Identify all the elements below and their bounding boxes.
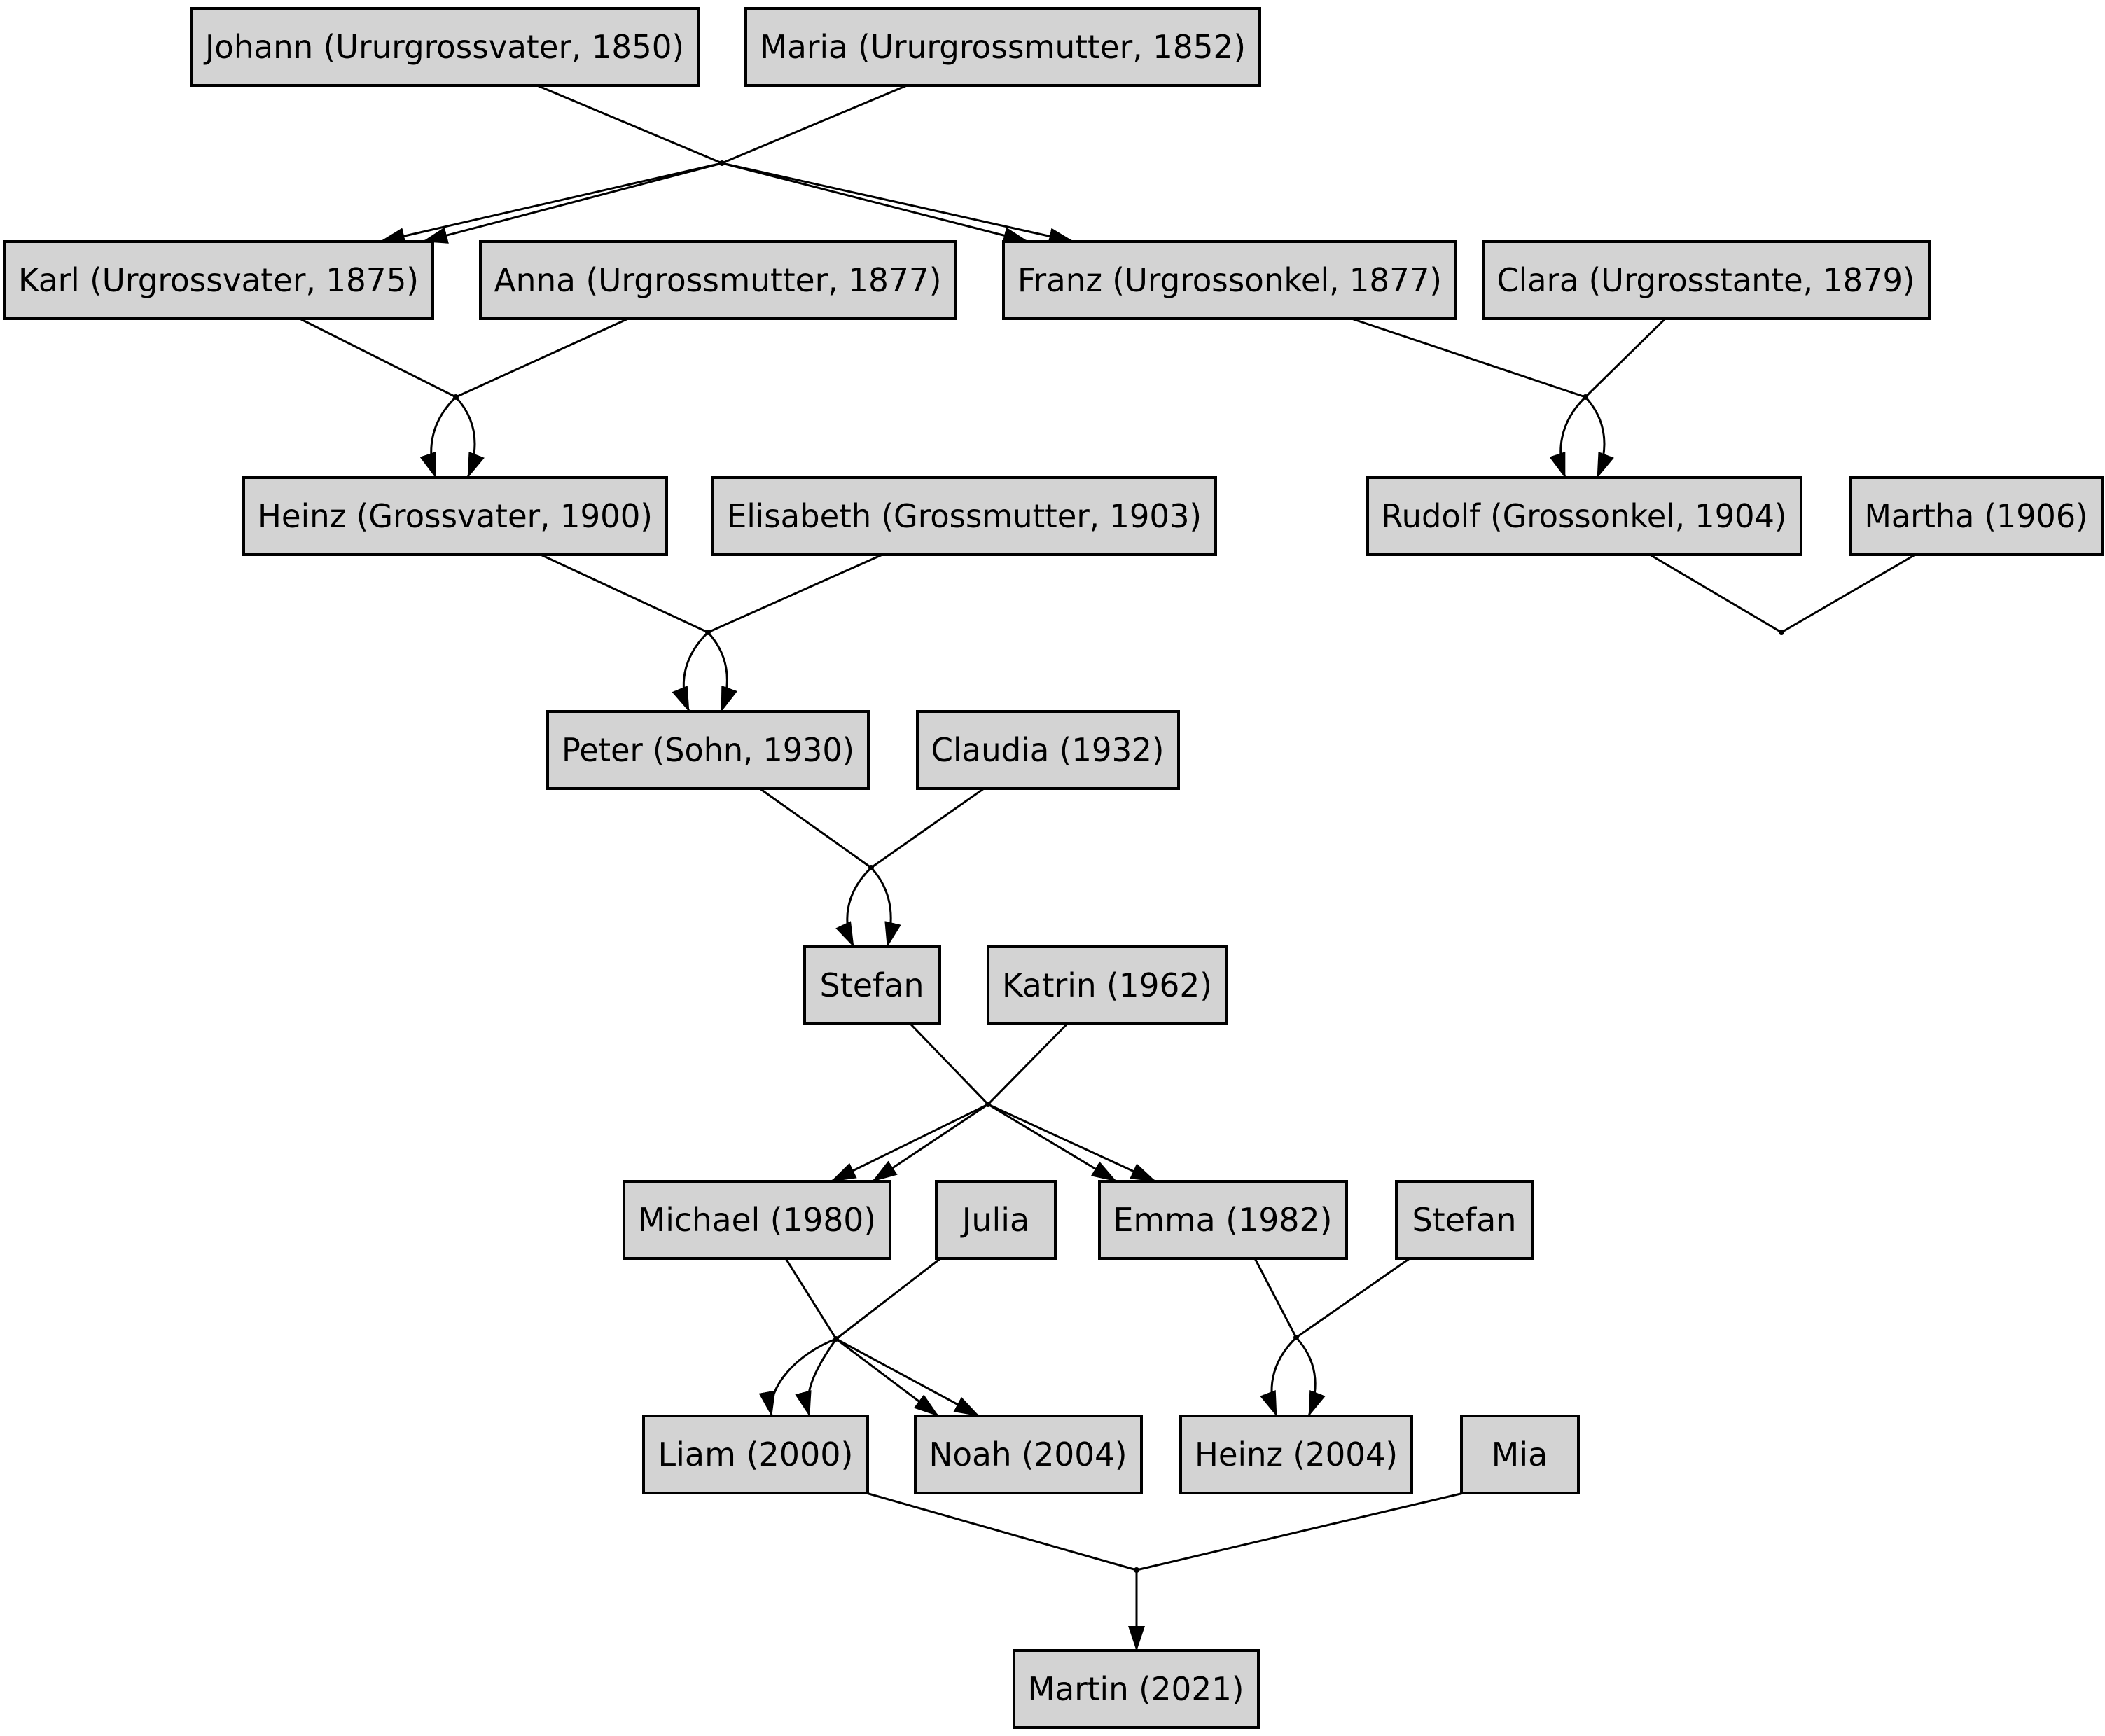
arrow-union9-heinz2-b — [1296, 1338, 1315, 1416]
nodes — [4, 8, 2102, 1728]
node-martha-label: Martha (1906) — [1864, 497, 2088, 535]
node-heinz2-label: Heinz (2004) — [1195, 1436, 1398, 1473]
union-heinz-elisabeth — [705, 630, 711, 635]
node-emma-label: Emma (1982) — [1113, 1201, 1333, 1239]
node-clara-label: Clara (Urgrosstante, 1879) — [1496, 261, 1915, 299]
edge-johann-union1 — [537, 85, 722, 163]
arrow-union7-emma-a — [988, 1104, 1116, 1181]
union-stefan-katrin — [985, 1102, 991, 1107]
node-emma — [1099, 1181, 1347, 1258]
node-mia-label: Mia — [1491, 1436, 1548, 1473]
arrow-union6-stefan-a — [847, 868, 871, 947]
node-martha — [1851, 478, 2102, 555]
node-rudolf — [1368, 478, 1801, 555]
node-maria-label: Maria (Ururgrossmutter, 1852) — [760, 28, 1246, 66]
arrow-union4-peter-b — [708, 632, 727, 711]
arrow-union4-peter-a — [683, 632, 708, 711]
union-peter-claudia — [868, 865, 874, 870]
edge-elisabeth-union4 — [708, 555, 882, 632]
node-katrin-label: Katrin (1962) — [1002, 966, 1212, 1004]
arrow-union3-rudolf-a — [1561, 397, 1585, 478]
edge-heinz-union4 — [541, 555, 708, 632]
edge-katrin-union7 — [988, 1024, 1067, 1104]
arrow-union1-karl-b — [423, 163, 722, 242]
node-michael — [624, 1181, 890, 1258]
arrow-union6-stefan-b — [871, 868, 891, 947]
node-julia-label: Julia — [961, 1201, 1030, 1239]
node-liam — [644, 1416, 868, 1493]
edge-peter-union6 — [760, 789, 871, 868]
arrow-union8-liam-a — [771, 1339, 836, 1416]
node-karl-label: Karl (Urgrossvater, 1875) — [18, 261, 419, 299]
union-michael-julia — [833, 1336, 839, 1342]
union-rudolf-martha — [1779, 630, 1784, 635]
node-claudia — [917, 711, 1179, 789]
arrow-union2-heinz-a — [431, 397, 456, 478]
node-heinz-label: Heinz (Grossvater, 1900) — [258, 497, 653, 535]
node-martin-label: Martin (2021) — [1027, 1670, 1244, 1708]
edge-clara-union3 — [1585, 319, 1665, 397]
node-johann — [191, 8, 698, 85]
node-katrin — [988, 947, 1226, 1024]
edge-emma-union9 — [1255, 1258, 1296, 1338]
node-stefan2 — [1396, 1181, 1532, 1258]
node-stefan2-label: Stefan — [1412, 1201, 1517, 1239]
node-franz — [1003, 242, 1456, 319]
union-franz-clara — [1583, 394, 1588, 400]
arrow-union2-heinz-b — [456, 397, 475, 478]
arrow-union8-noah-b — [836, 1339, 979, 1416]
arrow-union1-franz-b — [722, 163, 1074, 242]
edge-franz-union3 — [1352, 319, 1585, 397]
node-maria — [746, 8, 1260, 85]
edge-claudia-union6 — [871, 789, 984, 868]
node-johann-label: Johann (Ururgrossvater, 1850) — [203, 28, 684, 66]
node-anna-label: Anna (Urgrossmutter, 1877) — [494, 261, 942, 299]
edge-stefan2-union9 — [1296, 1258, 1410, 1338]
union-points — [453, 160, 1784, 1573]
edge-liam-union10 — [866, 1493, 1137, 1570]
node-anna — [480, 242, 956, 319]
node-karl — [4, 242, 433, 319]
arrow-union3-rudolf-b — [1585, 397, 1604, 478]
node-heinz — [244, 478, 667, 555]
edge-anna-union2 — [456, 319, 628, 397]
edge-mia-union10 — [1137, 1493, 1464, 1570]
edge-maria-union1 — [722, 85, 907, 163]
node-franz-label: Franz (Urgrossonkel, 1877) — [1017, 261, 1442, 299]
edge-michael-union8 — [786, 1258, 836, 1339]
node-elisabeth-label: Elisabeth (Grossmutter, 1903) — [727, 497, 1202, 535]
node-julia — [936, 1181, 1055, 1258]
arrow-union9-heinz2-a — [1272, 1338, 1296, 1416]
node-rudolf-label: Rudolf (Grossonkel, 1904) — [1381, 497, 1787, 535]
node-noah — [915, 1416, 1141, 1493]
edge-martha-union5 — [1781, 555, 1915, 632]
node-noah-label: Noah (2004) — [929, 1436, 1127, 1473]
union-liam-mia — [1134, 1567, 1139, 1573]
union-karl-anna — [453, 394, 459, 400]
arrow-union8-noah-a — [836, 1339, 938, 1416]
edge-julia-union8 — [836, 1258, 940, 1339]
edge-rudolf-union5 — [1650, 555, 1781, 632]
node-martin — [1014, 1651, 1258, 1728]
arrow-union7-michael-a — [831, 1104, 988, 1181]
node-stefan-label: Stefan — [819, 966, 924, 1004]
edge-stefan-union7 — [910, 1024, 988, 1104]
node-mia — [1461, 1416, 1578, 1493]
node-peter — [548, 711, 868, 789]
node-michael-label: Michael (1980) — [638, 1201, 876, 1239]
node-heinz2 — [1181, 1416, 1412, 1493]
node-stefan — [805, 947, 940, 1024]
arrow-union7-emma-b — [988, 1104, 1155, 1181]
edge-karl-union2 — [300, 319, 456, 397]
arrow-union1-franz-a — [722, 163, 1028, 242]
node-claudia-label: Claudia (1932) — [931, 731, 1165, 769]
union-emma-stefan — [1293, 1335, 1299, 1340]
arrow-union7-michael-b — [873, 1104, 988, 1181]
node-clara — [1483, 242, 1929, 319]
union-johann-maria — [719, 160, 725, 166]
node-liam-label: Liam (2000) — [658, 1436, 854, 1473]
node-elisabeth — [713, 478, 1216, 555]
arrow-union1-karl-a — [380, 163, 722, 242]
node-peter-label: Peter (Sohn, 1930) — [562, 731, 854, 769]
